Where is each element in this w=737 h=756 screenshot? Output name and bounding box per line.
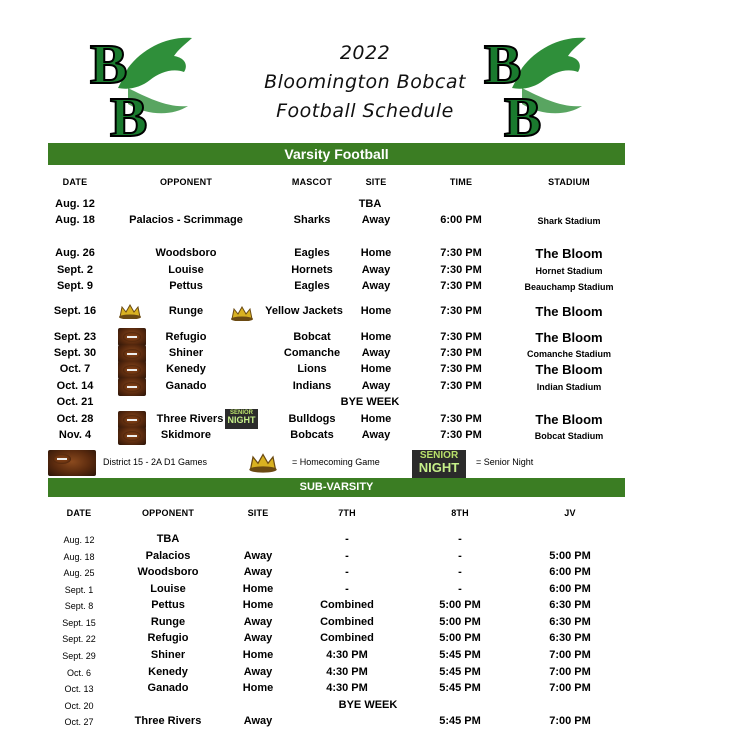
varsity-cell-mascot: Eagles	[294, 247, 330, 259]
varsity-cell-time: 7:30 PM	[440, 413, 482, 425]
varsity-cell-time: 7:30 PM	[440, 247, 482, 259]
varsity-cell-site: Away	[361, 214, 391, 226]
subvarsity-cell-g7: 4:30 PM	[326, 666, 368, 678]
varsity-cell-site: Home	[360, 331, 392, 343]
subvarsity-col-header: 7TH	[338, 508, 356, 518]
varsity-cell-mascot: Lions	[297, 363, 327, 375]
varsity-cell-time: 7:30 PM	[440, 331, 482, 343]
homecoming-crown-icon	[118, 303, 142, 319]
subvarsity-cell-site: Away	[243, 666, 273, 678]
subvarsity-cell-date: Aug. 18	[63, 552, 95, 562]
district-game-football-icon	[118, 427, 146, 445]
varsity-cell-opponent: Palacios - Scrimmage	[129, 214, 243, 226]
svg-text:B: B	[484, 34, 522, 96]
subvarsity-cell-opponent: TBA	[156, 533, 180, 545]
subvarsity-cell-g8: 5:45 PM	[439, 649, 481, 661]
varsity-cell-opponent: Kenedy	[166, 363, 206, 375]
title-year: 2022	[339, 42, 391, 64]
varsity-cell-stadium: Beauchamp Stadium	[524, 282, 614, 292]
legend-homecoming-text: = Homecoming Game	[292, 457, 380, 467]
subvarsity-cell-opponent: Kenedy	[148, 666, 188, 678]
subvarsity-cell-g8: 5:00 PM	[439, 599, 481, 611]
varsity-cell-time: 7:30 PM	[440, 429, 482, 441]
varsity-cell-mascot: Hornets	[291, 264, 333, 276]
subvarsity-cell-g8: -	[458, 550, 462, 562]
subvarsity-cell-jv: 7:00 PM	[549, 715, 591, 727]
svg-text:B: B	[90, 34, 128, 96]
varsity-col-header: SITE	[365, 177, 387, 187]
subvarsity-cell-date: Aug. 25	[63, 568, 95, 578]
district-game-football-icon	[118, 328, 146, 346]
subvarsity-cell-jv: 6:30 PM	[549, 616, 591, 628]
varsity-cell-date: Oct. 7	[59, 363, 91, 375]
varsity-cell-opponent: Ganado	[165, 380, 207, 392]
varsity-cell-stadium: Comanche Stadium	[526, 349, 611, 359]
varsity-cell-opponent: Shiner	[168, 347, 204, 359]
subvarsity-cell-date: Aug. 12	[63, 535, 95, 545]
subvarsity-banner: SUB-VARSITY	[48, 478, 625, 497]
varsity-cell-time: 7:30 PM	[440, 305, 482, 317]
subvarsity-cell-g8: 5:45 PM	[439, 715, 481, 727]
svg-text:B: B	[504, 87, 542, 142]
varsity-cell-site: Away	[361, 264, 391, 276]
subvarsity-col-header: DATE	[66, 508, 92, 518]
varsity-col-header: TIME	[449, 177, 473, 187]
subvarsity-cell-g7: BYE WEEK	[338, 699, 398, 711]
varsity-cell-date: Nov. 4	[58, 429, 92, 441]
subvarsity-cell-opponent: Ganado	[147, 682, 189, 694]
bobcat-head-icon	[512, 38, 586, 89]
subvarsity-cell-site: Home	[242, 583, 274, 595]
varsity-cell-stadium: Indian Stadium	[536, 382, 602, 392]
varsity-cell-mascot: Eagles	[294, 280, 330, 292]
varsity-cell-site: Home	[360, 363, 392, 375]
subvarsity-cell-date: Oct. 13	[64, 684, 94, 694]
subvarsity-cell-g7: -	[345, 566, 349, 578]
subvarsity-cell-jv: 7:00 PM	[549, 682, 591, 694]
subvarsity-cell-jv: 6:00 PM	[549, 583, 591, 595]
varsity-cell-date: Sept. 2	[56, 264, 94, 276]
varsity-cell-mascot: Bulldogs	[288, 413, 336, 425]
varsity-cell-stadium: Hornet Stadium	[535, 266, 603, 276]
subvarsity-cell-opponent: Refugio	[147, 632, 189, 644]
bobcat-head-icon	[118, 38, 192, 89]
subvarsity-cell-g7: Combined	[320, 616, 374, 628]
subvarsity-cell-g8: -	[458, 583, 462, 595]
subvarsity-cell-site: Away	[243, 550, 273, 562]
varsity-cell-date: Oct. 21	[56, 396, 94, 408]
district-game-football-icon	[118, 361, 146, 379]
varsity-cell-stadium: The Bloom	[535, 246, 603, 261]
varsity-cell-stadium: The Bloom	[535, 362, 603, 377]
varsity-col-header: STADIUM	[548, 177, 590, 187]
homecoming-crown-icon	[230, 305, 254, 321]
bobcat-logo-left	[88, 28, 194, 142]
subvarsity-cell-site: Away	[243, 566, 273, 578]
subvarsity-cell-g7: -	[345, 533, 349, 545]
varsity-cell-stadium: Shark Stadium	[537, 216, 601, 226]
varsity-cell-date: Oct. 28	[56, 413, 94, 425]
svg-text:B: B	[110, 87, 148, 142]
varsity-cell-date: Aug. 12	[55, 198, 95, 210]
subvarsity-cell-jv: 6:30 PM	[549, 599, 591, 611]
varsity-cell-date: Sept. 9	[56, 280, 94, 292]
varsity-cell-site: Away	[361, 380, 391, 392]
subvarsity-cell-g8: 5:00 PM	[439, 616, 481, 628]
subvarsity-cell-opponent: Louise	[150, 583, 186, 595]
subvarsity-cell-jv: 6:30 PM	[549, 632, 591, 644]
varsity-cell-site: Away	[361, 280, 391, 292]
subvarsity-cell-g8: -	[458, 566, 462, 578]
subvarsity-cell-site: Home	[242, 599, 274, 611]
subvarsity-cell-opponent: Shiner	[150, 649, 186, 661]
subvarsity-cell-date: Sept. 29	[62, 651, 96, 661]
subvarsity-col-header: 8TH	[451, 508, 469, 518]
varsity-cell-site: Home	[360, 413, 392, 425]
subvarsity-cell-g7: -	[345, 583, 349, 595]
varsity-cell-opponent: Refugio	[165, 331, 207, 343]
subvarsity-cell-jv: 7:00 PM	[549, 649, 591, 661]
varsity-cell-mascot: Yellow Jackets	[265, 305, 343, 317]
subvarsity-cell-opponent: Pettus	[151, 599, 185, 611]
varsity-cell-opponent: Runge	[168, 305, 204, 317]
subvarsity-cell-g7: 4:30 PM	[326, 682, 368, 694]
subvarsity-cell-date: Sept. 15	[62, 618, 96, 628]
varsity-cell-mascot: Indians	[292, 380, 332, 392]
title-school: Bloomington Bobcat	[264, 71, 466, 93]
varsity-cell-opponent: Louise	[168, 264, 204, 276]
subvarsity-col-header: OPPONENT	[141, 508, 195, 518]
varsity-cell-time: 7:30 PM	[440, 380, 482, 392]
subvarsity-cell-g8: 5:45 PM	[439, 682, 481, 694]
legend-senior-text: = Senior Night	[476, 457, 534, 467]
varsity-cell-site: Away	[361, 429, 391, 441]
varsity-cell-date: Aug. 26	[55, 247, 95, 259]
varsity-cell-opponent: Pettus	[169, 280, 203, 292]
varsity-cell-date: Sept. 16	[53, 305, 97, 317]
varsity-cell-stadium: Bobcat Stadium	[534, 431, 604, 441]
senior-night-badge: SENIOR NIGHT	[225, 409, 258, 429]
subvarsity-col-header: SITE	[247, 508, 269, 518]
varsity-cell-opponent: Woodsboro	[155, 247, 217, 259]
subvarsity-cell-opponent: Palacios	[145, 550, 191, 562]
title-schedule: Football Schedule	[276, 100, 454, 122]
varsity-cell-stadium: The Bloom	[535, 412, 603, 427]
legend-district-text: District 15 - 2A D1 Games	[103, 457, 208, 467]
varsity-cell-stadium: The Bloom	[535, 330, 603, 345]
subvarsity-cell-site: Away	[243, 715, 273, 727]
subvarsity-cell-date: Oct. 27	[64, 717, 94, 727]
varsity-cell-opponent: Three Rivers	[156, 413, 224, 425]
varsity-col-header: MASCOT	[291, 177, 333, 187]
varsity-cell-time: 7:30 PM	[440, 347, 482, 359]
subvarsity-col-header: JV	[564, 508, 576, 518]
varsity-cell-mascot: Bobcats	[290, 429, 334, 441]
varsity-cell-date: Sept. 30	[53, 347, 97, 359]
varsity-banner: Varsity Football	[48, 143, 625, 165]
legend-football-icon	[48, 450, 96, 476]
district-game-football-icon	[118, 378, 146, 396]
varsity-cell-site: Home	[360, 247, 392, 259]
varsity-cell-time: 7:30 PM	[440, 280, 482, 292]
varsity-cell-date: Oct. 14	[56, 380, 94, 392]
subvarsity-cell-date: Oct. 6	[66, 668, 91, 678]
varsity-cell-mascot: Comanche	[283, 347, 341, 359]
subvarsity-cell-opponent: Three Rivers	[134, 715, 202, 727]
subvarsity-cell-opponent: Runge	[150, 616, 186, 628]
subvarsity-cell-date: Sept. 1	[64, 585, 94, 595]
varsity-cell-site: Away	[361, 347, 391, 359]
subvarsity-cell-date: Sept. 8	[64, 601, 94, 611]
varsity-cell-time: 6:00 PM	[440, 214, 482, 226]
varsity-cell-mascot: TBA	[358, 198, 382, 210]
legend-senior-badge: SENIOR NIGHT	[412, 450, 466, 478]
subvarsity-cell-g8: 5:45 PM	[439, 666, 481, 678]
subvarsity-cell-site: Away	[243, 616, 273, 628]
subvarsity-cell-g7: 4:30 PM	[326, 649, 368, 661]
subvarsity-cell-g8: -	[458, 533, 462, 545]
subvarsity-cell-opponent: Woodsboro	[137, 566, 199, 578]
varsity-cell-mascot: Sharks	[293, 214, 331, 226]
legend-crown-icon	[248, 451, 278, 473]
subvarsity-cell-site: Home	[242, 682, 274, 694]
varsity-cell-site: Home	[360, 305, 392, 317]
subvarsity-cell-jv: 5:00 PM	[549, 550, 591, 562]
varsity-cell-stadium: The Bloom	[535, 304, 603, 319]
subvarsity-cell-site: Home	[242, 649, 274, 661]
subvarsity-cell-date: Oct. 20	[64, 701, 94, 711]
varsity-cell-time: 7:30 PM	[440, 264, 482, 276]
varsity-cell-mascot: Bobcat	[293, 331, 331, 343]
varsity-col-header: OPPONENT	[159, 177, 213, 187]
varsity-col-header: DATE	[62, 177, 88, 187]
subvarsity-cell-g7: Combined	[320, 599, 374, 611]
subvarsity-cell-jv: 7:00 PM	[549, 666, 591, 678]
subvarsity-cell-jv: 6:00 PM	[549, 566, 591, 578]
subvarsity-cell-g7: Combined	[320, 632, 374, 644]
varsity-cell-date: Aug. 18	[55, 214, 95, 226]
subvarsity-cell-g8: 5:00 PM	[439, 632, 481, 644]
varsity-cell-opponent: Skidmore	[160, 429, 212, 441]
subvarsity-cell-date: Sept. 22	[62, 634, 96, 644]
varsity-cell-mascot: BYE WEEK	[340, 396, 400, 408]
varsity-cell-date: Sept. 23	[53, 331, 97, 343]
subvarsity-cell-g7: -	[345, 550, 349, 562]
subvarsity-cell-site: Away	[243, 632, 273, 644]
varsity-cell-time: 7:30 PM	[440, 363, 482, 375]
